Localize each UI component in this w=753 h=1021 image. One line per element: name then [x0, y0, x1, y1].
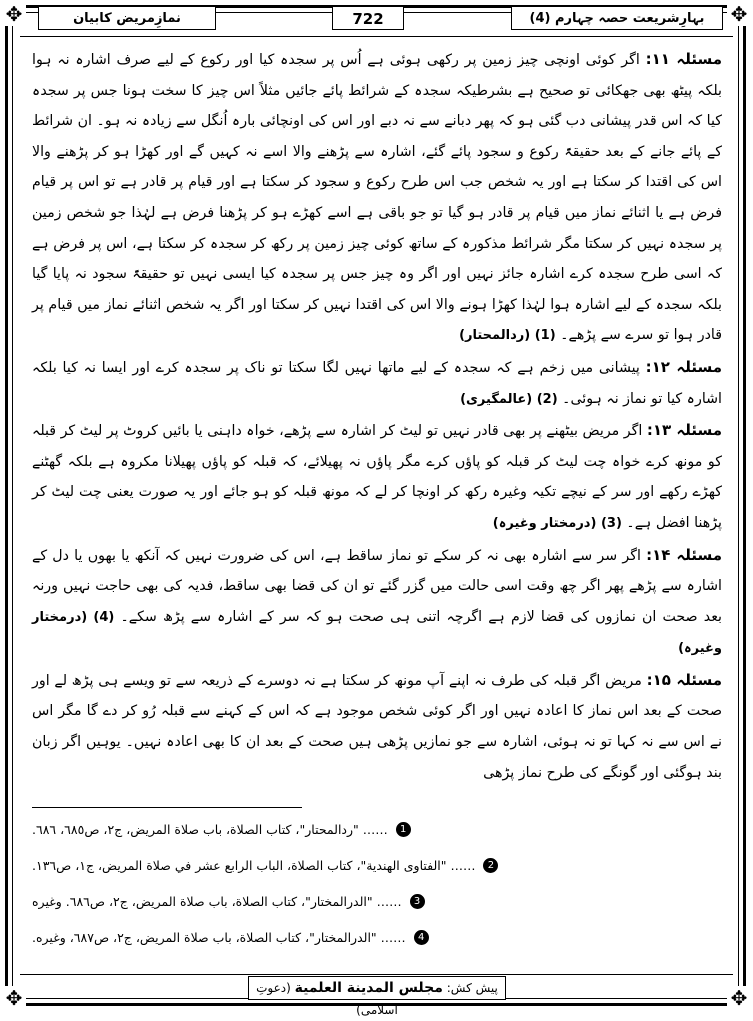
- masala-text: اگر سر سے اشارہ بھی نہ کر سکے تو نماز ساقط ہے، اس کی ضرورت نہیں کہ آنکھ یا بھوں یا دل کے اشارہ سے پڑھے پھر اگر چھ وقت اسی حالت میں گزر گئے تو ان کی قضا بھی ساقط، فدیہ کی بھی حاجت نہیں ورنہ بعد صحت ان نمازوں کی قضا لازم ہے اگرچہ اتنی ہی صحت ہو کہ سر کے اشارہ سے پڑھ سکے۔: [32, 547, 723, 625]
- masala-label: مسئلہ ۱۱:: [645, 50, 722, 68]
- corner-ornament-icon: ✥: [2, 986, 26, 1010]
- corner-ornament-icon: ✥: [727, 2, 751, 26]
- main-text: [32, 44, 722, 788]
- masala-text: پیشانی میں زخم ہے کہ سجدہ کے لیے ماتھا نہیں لگا سکتا تو ناک پر سجدہ کرے اور ایسا نہ کیا بلکہ اشارہ کیا تو نماز نہ ہوئی۔: [32, 359, 722, 407]
- masala-paragraph: [32, 352, 722, 415]
- chapter-title: نمازِمریض کابیان: [38, 6, 216, 30]
- page-header: [20, 6, 733, 32]
- masala-text: مریض اگر قبلہ کی طرف نہ اپنے آپ مونھ کر سکتا ہے نہ دوسرے کے ذریعہ سے تو ویسے ہی پڑھ لے اور صحت کے بعد اس نماز کا اعادہ نہیں اور اگر کوئی شخص موجود ہے کہ اس کے کہنے سے قبلہ رُو کر دے گا مگر اس نے اس سے نہ کہا تو نہ ہوئی، اشارہ سے جو نمازیں پڑھی ہیں صحت کے بعد ان کا بھی اعادہ نہیں۔ یوہیں اگر زبان بند ہوگئی اور گونگے کی طرح نماز پڑھی: [32, 672, 722, 781]
- masala-text: اگر کوئی اونچی چیز زمین پر رکھی ہوئی ہے اُس پر سجدہ کیا اور رکوع کے لیے صرف اشارہ نہ ہوا بلکہ پیٹھ بھی جھکائی تو صحیح ہے بشرطیکہ سجدہ کے شرائط پائے جائیں مثلاً اس چیز کا سخت ہونا جس پر سجدہ کیا کہ اس قدر پیشانی دب گئی ہو کہ پھر دبانے سے نہ دبے اور اس کی اونچائی بارہ اُنگل سے زیادہ نہ ہو۔ ان شرائط کے پائے جانے کے بعد حقیقۃً رکوع و سجود پائے گئے، اشارہ سے پڑھنے والا اسے نہ کہیں گے اور کھڑا ہو کر پڑھنے والا اس کی اقتدا کر سکتا ہے اور یہ شخص جب اس طرح رکوع و سجود کر سکتا ہے اور قیام پر قادر ہے تو اس پر قیام فرض ہے یا اثنائے نماز میں قیام پر قادر ہو گیا تو جو باقی ہے اسے کھڑے ہو کر پڑھنا فرض ہے لہٰذا جو شخص زمین پر سجدہ نہیں کر سکتا مگر شرائط مذکورہ کے ساتھ کوئی چیز زمین پر رکھ کر سجدہ کر سکتا ہے، اس پر فرض ہے کہ اسی طرح سجدہ کرے اشارہ جائز نہیں اور اگر وہ چیز جس پر سجدہ کیا ایسی نہیں تو حقیقۃً سجود نہ پایا گیا بلکہ سجدہ کے لیے اشارہ ہوا لہٰذا کھڑا ہونے والا اس کی اقتدا نہیں کر سکتا اور اگر یہ شخص اثنائے نماز میں قیام پر قادر ہوا تو سرے سے پڑھے۔: [32, 52, 722, 344]
- footnote-number: 1: [396, 822, 411, 837]
- footnote-item: [32, 854, 722, 876]
- masala-label: مسئلہ ۱۳:: [646, 421, 723, 440]
- book-part-title: بہارِشریعت حصہ چہارم (4): [511, 6, 723, 30]
- footnote-number: 2: [483, 858, 498, 873]
- presented-by-label: پیش کش:: [446, 981, 498, 995]
- masala-text: اگر مریض بیٹھنے پر بھی قادر نہیں تو لیٹ کر اشارہ سے پڑھے، خواہ داہنی یا بائیں کروٹ پر لیٹ کر قبلہ کو مونھ کرے خواہ چت لیٹ کر قبلہ کو پاؤں کرے مگر پاؤں نہ پھیلائے، کہ قبلہ کو پاؤں پھیلانا مکروہ ہے بلکہ گھٹنے کھڑے رکھے اور سر کے نیچے تکیہ وغیرہ رکھ کر اونچا کر لے کہ مونھ قبلہ کو ہو جائے اور یہ صورت یعنی چت لیٹ کر پڑھنا افضل ہے۔: [32, 423, 722, 531]
- masala-label: مسئلہ ۱۵:: [646, 670, 723, 689]
- footnote-text: …… "الدرالمختار"، كتاب الصلاة، باب صلاة المريض، ج٢، ص٦٨٦. وغيره: [32, 893, 402, 909]
- footnote-number: 3: [410, 894, 425, 909]
- organization-name: (دعوتِ اسلامی): [256, 981, 398, 1017]
- publisher-name: مجلس المدينة العلمية: [294, 980, 443, 996]
- reference-note: (2) (عالمگیری): [460, 391, 558, 407]
- masala-label: مسئلہ ۱۴:: [646, 545, 723, 564]
- masala-paragraph: [32, 44, 722, 352]
- reference-note: (3) (درمختار وغیرہ): [492, 515, 622, 531]
- masala-paragraph: [32, 415, 722, 539]
- footnote-text: …… "الدرالمختار"، كتاب الصلاة، باب صلاة المريض، ج٢، ص٦٨٧، وغيره.: [32, 929, 406, 945]
- footnote-separator: [32, 807, 302, 808]
- footnote-item: [32, 890, 722, 912]
- reference-note: (1) (ردالمحتار): [459, 328, 556, 344]
- masala-label: مسئلہ ۱۲:: [645, 357, 723, 376]
- corner-ornament-icon: ✥: [2, 2, 26, 26]
- footnote-item: [32, 926, 722, 948]
- footer-rule: [20, 974, 733, 975]
- masala-paragraph: [32, 665, 722, 788]
- corner-ornament-icon: ✥: [727, 986, 751, 1010]
- header-rule: [20, 36, 733, 37]
- footnote-number: 4: [414, 930, 429, 945]
- page-number: 722: [332, 6, 404, 30]
- masala-paragraph: [32, 540, 722, 665]
- reference-note: (4) (درمختار وغیرہ): [32, 609, 722, 657]
- footnote-text: …… "ردالمحتار"، كتاب الصلاة، باب صلاة المريض، ج٢، ص٦٨٥، ٦٨٦.: [32, 821, 388, 837]
- footnote-item: [32, 818, 722, 840]
- footnote-text: …… "الفتاوى الهندية"، كتاب الصلاة، الباب الرابع عشر في صلاة المريض، ج١، ص١٣٦.: [32, 857, 476, 873]
- publisher-footer: [248, 976, 506, 1017]
